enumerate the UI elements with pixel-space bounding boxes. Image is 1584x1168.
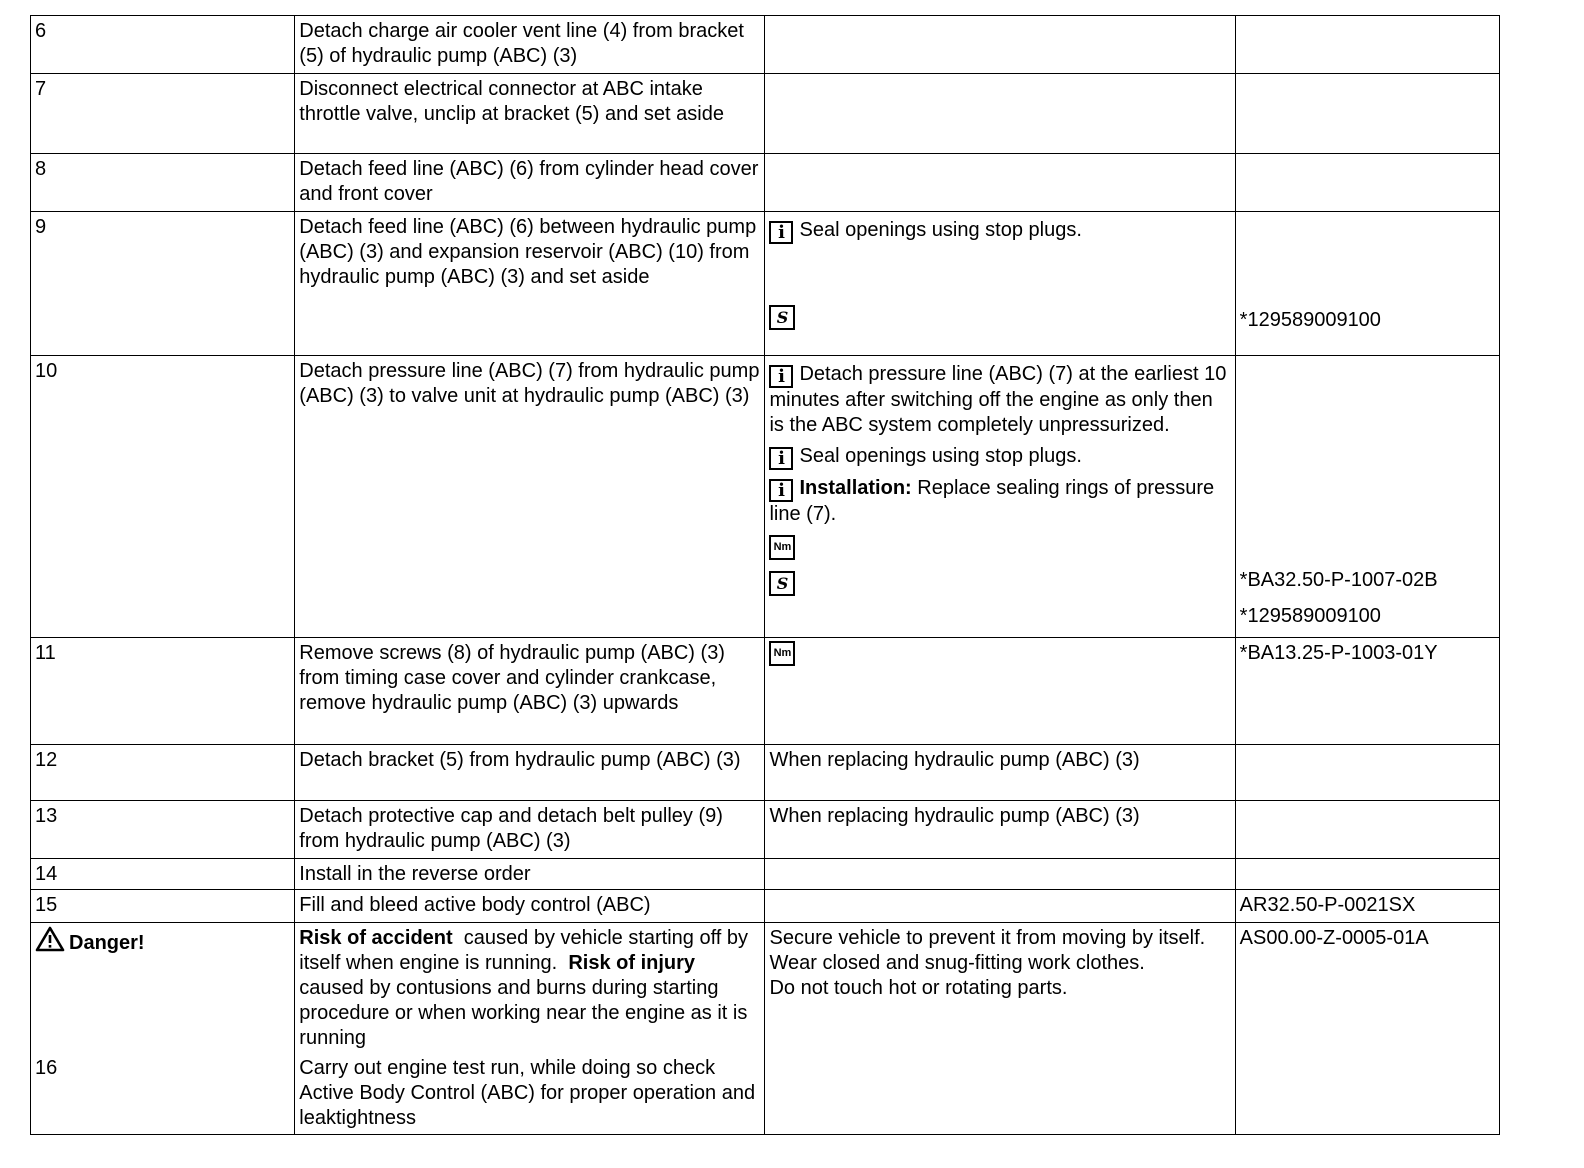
- info-icon: i: [769, 447, 793, 470]
- danger-label: Danger!: [69, 932, 145, 954]
- table-row: [31, 890, 1500, 923]
- tool-reference: *129589009100: [1239, 604, 1381, 627]
- special-tool-icon: S: [769, 571, 795, 596]
- step-reference: [1235, 212, 1499, 356]
- step-reference: [1235, 16, 1499, 74]
- step-note: [765, 154, 1235, 212]
- step-action: Detach bracket (5) from hydraulic pump (ABC) (3): [295, 745, 765, 801]
- step-action: Detach charge air cooler vent line (4) from bracket (5) of hydraulic pump (ABC) (3): [295, 16, 765, 74]
- step-note: [765, 859, 1235, 890]
- step-action: Detach feed line (ABC) (6) from cylinder head cover and front cover: [295, 154, 765, 212]
- step-action: Install in the reverse order: [295, 859, 765, 890]
- table-row: [31, 859, 1500, 890]
- step-note: When replacing hydraulic pump (ABC) (3): [765, 801, 1235, 859]
- step-reference: AR32.50-P-0021SX: [1235, 890, 1499, 923]
- risk-label: Risk of injury: [568, 952, 696, 974]
- step-note: [765, 638, 1235, 745]
- step-action: [295, 923, 765, 1135]
- step-note: [765, 356, 1235, 638]
- safety-measure: Wear closed and snug-fitting work clothes.: [769, 952, 1145, 974]
- step-action: Detach feed line (ABC) (6) between hydraulic pump (ABC) (3) and expansion reservoir (ABC) (10) from hydraulic pump (ABC) (3) and set aside: [295, 212, 765, 356]
- note-text: Seal openings using stop plugs.: [799, 445, 1082, 467]
- note-label: Installation:: [799, 477, 912, 499]
- step-action: Detach protective cap and detach belt pulley (9) from hydraulic pump (ABC) (3): [295, 801, 765, 859]
- tool-reference: *129589009100: [1239, 308, 1381, 331]
- table-row: [31, 356, 1500, 638]
- table-row: [31, 801, 1500, 859]
- risk-text: caused by contusions and burns during starting procedure or when working near the engine as it is running: [299, 977, 748, 1049]
- step-reference: AS00.00-Z-0005-01A: [1235, 923, 1499, 1135]
- step-action: Fill and bleed active body control (ABC): [295, 890, 765, 923]
- step-note: [765, 890, 1235, 923]
- safety-measure: Do not touch hot or rotating parts.: [769, 977, 1068, 999]
- step-note: [765, 16, 1235, 74]
- torque-icon: Nm: [769, 641, 795, 666]
- step-number: [31, 923, 295, 1135]
- table-row: [31, 74, 1500, 154]
- note-text: Replace sealing rings of pressure line (7).: [769, 477, 1215, 525]
- step-action-16: Carry out engine test run, while doing so check Active Body Control (ABC) for proper operation and leaktightness: [299, 1057, 756, 1129]
- step-number: 12: [31, 745, 295, 801]
- step-reference: [1235, 154, 1499, 212]
- step-note: [765, 74, 1235, 154]
- risk-text: caused by vehicle starting off by itself when engine is running.: [299, 927, 754, 974]
- table-row: [31, 212, 1500, 356]
- special-tool-icon: S: [769, 305, 795, 330]
- procedure-table: [30, 15, 1500, 1135]
- risk-label: Risk of accident: [299, 927, 453, 949]
- table-row: [31, 923, 1500, 1135]
- note-text: Seal openings using stop plugs.: [799, 219, 1082, 241]
- info-icon: i: [769, 479, 793, 502]
- step-reference: *BA13.25-P-1003-01Y: [1235, 638, 1499, 745]
- step-reference: [1235, 356, 1499, 638]
- step-number: 9: [31, 212, 295, 356]
- table-row: [31, 154, 1500, 212]
- step-number: 11: [31, 638, 295, 745]
- step-note: [765, 212, 1235, 356]
- step-action: Remove screws (8) of hydraulic pump (ABC) (3) from timing case cover and cylinder crankcase, remove hydraulic pump (ABC) (3) upwards: [295, 638, 765, 745]
- step-number: 14: [31, 859, 295, 890]
- table-row: [31, 638, 1500, 745]
- step-number: 8: [31, 154, 295, 212]
- step-number-16: 16: [35, 1057, 58, 1079]
- step-reference: [1235, 801, 1499, 859]
- info-icon: i: [769, 365, 793, 388]
- table-row: [31, 16, 1500, 74]
- note-text: Detach pressure line (ABC) (7) at the earliest 10 minutes after switching off the engine as only then is the ABC system completely unpressurized.: [769, 363, 1227, 436]
- step-number: 10: [31, 356, 295, 638]
- step-action: Disconnect electrical connector at ABC intake throttle valve, unclip at bracket (5) and set aside: [295, 74, 765, 154]
- step-number: 7: [31, 74, 295, 154]
- step-note: When replacing hydraulic pump (ABC) (3): [765, 745, 1235, 801]
- step-action: Detach pressure line (ABC) (7) from hydraulic pump (ABC) (3) to valve unit at hydraulic pump (ABC) (3): [295, 356, 765, 638]
- step-number: 13: [31, 801, 295, 859]
- step-note: [765, 923, 1235, 1135]
- step-reference: [1235, 859, 1499, 890]
- torque-reference: *BA32.50-P-1007-02B: [1239, 568, 1438, 591]
- torque-icon: Nm: [769, 535, 795, 560]
- step-number: 6: [31, 16, 295, 74]
- table-row: [31, 745, 1500, 801]
- safety-measure: Secure vehicle to prevent it from moving by itself.: [769, 927, 1206, 949]
- step-reference: [1235, 74, 1499, 154]
- step-reference: [1235, 745, 1499, 801]
- info-icon: i: [769, 221, 793, 244]
- warning-triangle-icon: [35, 926, 65, 952]
- step-number: 15: [31, 890, 295, 923]
